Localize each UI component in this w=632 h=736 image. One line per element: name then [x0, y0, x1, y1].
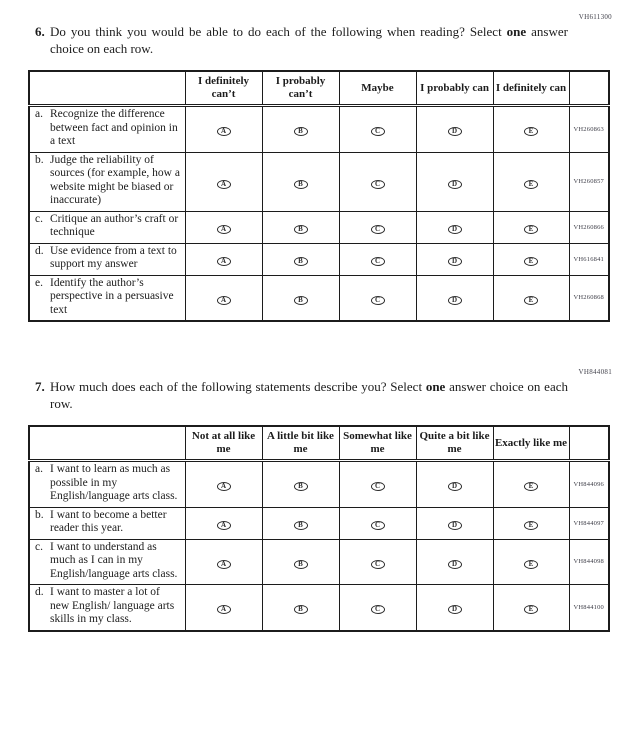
statement-text: I want to master a lot of new English/ language arts skills in my class.: [50, 586, 175, 625]
statement-cell: [29, 585, 185, 631]
answer-oval-a[interactable]: A: [217, 257, 231, 266]
answer-oval-c[interactable]: C: [371, 605, 385, 614]
answer-oval-a[interactable]: A: [217, 521, 231, 530]
question-7-accession-code: VH844081: [578, 368, 612, 376]
question-7-number: 7.: [35, 379, 45, 394]
statement-cell: [29, 539, 185, 585]
question-6-accession-code: VH611300: [578, 13, 612, 21]
answer-oval-a[interactable]: A: [217, 605, 231, 614]
statement-cell: [29, 461, 185, 508]
answer-oval-e[interactable]: E: [524, 225, 538, 234]
code-column-header: [569, 426, 609, 461]
answer-oval-e[interactable]: E: [524, 257, 538, 266]
table-row: [29, 275, 609, 321]
answer-oval-b[interactable]: B: [294, 482, 308, 491]
row-letter: c.: [35, 540, 43, 553]
statement-text: I want to understand as much as I can in my English/language arts class.: [50, 540, 178, 580]
answer-oval-e[interactable]: E: [524, 180, 538, 189]
answer-oval-e[interactable]: E: [524, 605, 538, 614]
question-6-number: 6.: [35, 24, 45, 39]
column-header: I definitely can’t: [185, 71, 262, 106]
question-7-text-post: answer choice on each row.: [50, 379, 568, 411]
answer-oval-b[interactable]: B: [294, 521, 308, 530]
statement-text: Recognize the difference between fact and opinion in a text: [50, 108, 178, 147]
item-code: VH260866: [569, 211, 609, 243]
question-7-section: [35, 368, 612, 632]
table-row: [29, 507, 609, 539]
question-6-text-post: answer choice on each row.: [50, 24, 568, 56]
answer-oval-c[interactable]: C: [371, 127, 385, 136]
answer-oval-d[interactable]: D: [448, 257, 462, 266]
row-letter: b.: [35, 153, 44, 166]
item-code: VH844097: [569, 507, 609, 539]
answer-oval-d[interactable]: D: [448, 521, 462, 530]
item-code: VH260863: [569, 106, 609, 153]
statement-text: Use evidence from a text to support my answer: [50, 244, 177, 270]
answer-oval-c[interactable]: C: [371, 180, 385, 189]
question-7-text-pre: How much does each of the following statements describe you? Select: [50, 379, 426, 394]
answer-oval-a[interactable]: A: [217, 127, 231, 136]
table-row: [29, 152, 609, 211]
question-6-section: [35, 13, 612, 322]
answer-oval-c[interactable]: C: [371, 521, 385, 530]
answer-oval-a[interactable]: A: [217, 296, 231, 305]
item-code: VH844100: [569, 585, 609, 631]
header-row: [29, 71, 609, 106]
answer-oval-d[interactable]: D: [448, 605, 462, 614]
answer-oval-c[interactable]: C: [371, 296, 385, 305]
answer-oval-c[interactable]: C: [371, 257, 385, 266]
column-header: Exactly like me: [493, 426, 569, 461]
answer-oval-a[interactable]: A: [217, 560, 231, 569]
table-row: [29, 539, 609, 585]
corner-cell: [29, 426, 185, 461]
question-6-answer-table: [28, 70, 610, 322]
question-6-text-bold: one: [506, 24, 527, 39]
item-code: VH260868: [569, 275, 609, 321]
item-code: VH260857: [569, 152, 609, 211]
table-row: [29, 243, 609, 275]
row-letter: d.: [35, 586, 44, 598]
statement-cell: [29, 275, 185, 321]
item-code: VH844096: [569, 461, 609, 508]
row-letter: d.: [35, 244, 44, 257]
table-row: [29, 461, 609, 508]
column-header: Quite a bit like me: [416, 426, 493, 461]
code-column-header: [569, 71, 609, 106]
table-row: [29, 585, 609, 631]
answer-oval-d[interactable]: D: [448, 225, 462, 234]
answer-oval-e[interactable]: E: [524, 560, 538, 569]
answer-oval-b[interactable]: B: [294, 605, 308, 614]
answer-oval-e[interactable]: E: [524, 521, 538, 530]
item-code: VH844098: [569, 539, 609, 585]
table-row: [29, 106, 609, 153]
question-6-text: [35, 24, 568, 57]
answer-oval-e[interactable]: E: [524, 296, 538, 305]
answer-oval-d[interactable]: D: [448, 180, 462, 189]
answer-oval-d[interactable]: D: [448, 296, 462, 305]
answer-oval-d[interactable]: D: [448, 127, 462, 136]
row-letter: a.: [35, 108, 43, 120]
answer-oval-d[interactable]: D: [448, 560, 462, 569]
answer-oval-b[interactable]: B: [294, 127, 308, 136]
row-letter: a.: [35, 463, 43, 475]
column-header: I probably can: [416, 71, 493, 106]
header-row: [29, 426, 609, 461]
table-row: [29, 211, 609, 243]
row-letter: c.: [35, 212, 43, 225]
answer-oval-d[interactable]: D: [448, 482, 462, 491]
answer-oval-b[interactable]: B: [294, 560, 308, 569]
column-header: I probably can’t: [262, 71, 339, 106]
statement-text: I want to learn as much as possible in my English/language arts class.: [50, 463, 178, 502]
row-letter: b.: [35, 508, 44, 521]
item-code: VH616841: [569, 243, 609, 275]
answer-oval-c[interactable]: C: [371, 482, 385, 491]
column-header: Somewhat like me: [339, 426, 416, 461]
question-7-text: [35, 379, 568, 412]
row-letter: e.: [35, 276, 43, 289]
answer-oval-b[interactable]: B: [294, 225, 308, 234]
question-7-answer-table: [28, 425, 610, 632]
statement-text: Judge the reliability of sources (for example, how a website might be biased or inaccurate): [50, 153, 180, 206]
statement-cell: [29, 211, 185, 243]
question-6-text-pre: Do you think you would be able to do each of the following when reading? Select: [50, 24, 507, 39]
statement-cell: [29, 243, 185, 275]
statement-cell: [29, 152, 185, 211]
statement-cell: [29, 507, 185, 539]
answer-oval-c[interactable]: C: [371, 560, 385, 569]
answer-oval-e[interactable]: E: [524, 127, 538, 136]
answer-oval-b[interactable]: B: [294, 296, 308, 305]
answer-oval-a[interactable]: A: [217, 180, 231, 189]
statement-text: Identify the author’s perspective in a persuasive text: [50, 276, 174, 316]
statement-text: Critique an author’s craft or technique: [50, 212, 179, 238]
column-header: I definitely can: [493, 71, 569, 106]
answer-oval-a[interactable]: A: [217, 225, 231, 234]
answer-oval-b[interactable]: B: [294, 180, 308, 189]
answer-oval-c[interactable]: C: [371, 225, 385, 234]
answer-oval-e[interactable]: E: [524, 482, 538, 491]
column-header: Not at all like me: [185, 426, 262, 461]
statement-text: I want to become a better reader this year.: [50, 508, 167, 534]
corner-cell: [29, 71, 185, 106]
column-header: Maybe: [339, 71, 416, 106]
answer-oval-a[interactable]: A: [217, 482, 231, 491]
statement-cell: [29, 106, 185, 153]
answer-oval-b[interactable]: B: [294, 257, 308, 266]
question-7-text-bold: one: [425, 379, 446, 394]
column-header: A little bit like me: [262, 426, 339, 461]
